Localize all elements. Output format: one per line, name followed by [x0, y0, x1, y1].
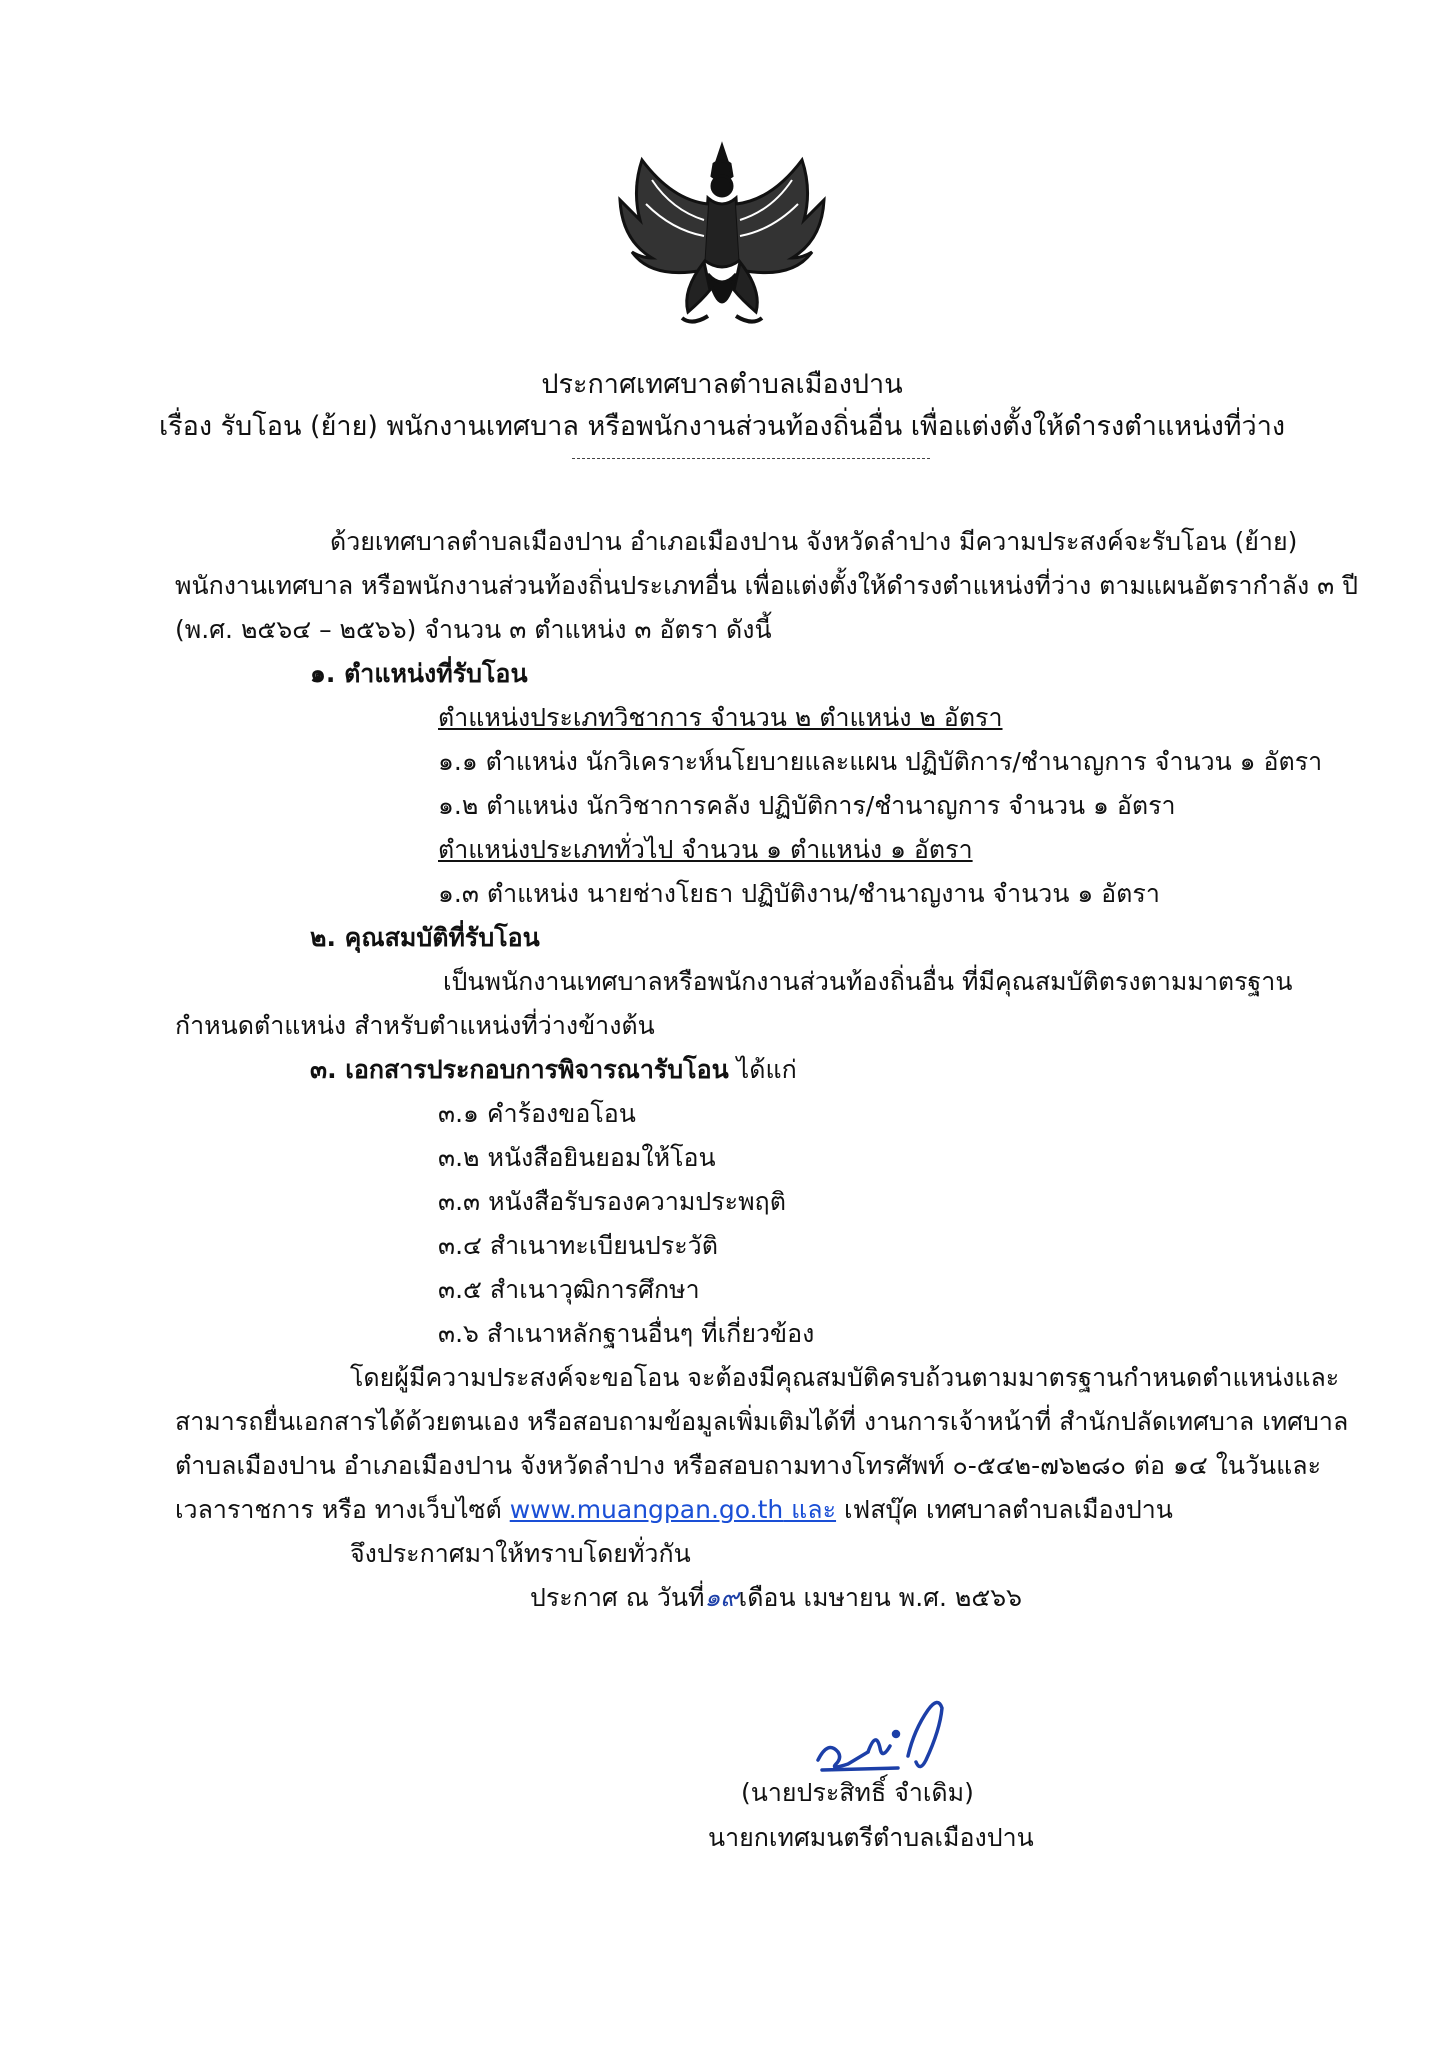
closing-line-2: สามารถยื่นเอกสารได้ด้วยตนเอง หรือสอบถามข้อมูลเพิ่มเติมได้ที่ งานการเจ้าหน้าที่ สำนักปลัดเทศบาล เทศบาล — [175, 1407, 1349, 1436]
section1-group1-heading: ตำแหน่งประเภทวิชาการ จำนวน ๒ ตำแหน่ง ๒ อัตรา — [438, 703, 1003, 732]
section3-item: ๓.๔ สำเนาทะเบียนประวัติ — [438, 1231, 718, 1260]
section2-heading: ๒. คุณสมบัติที่รับโอน — [310, 923, 540, 952]
date-prefix: ประกาศ ณ วันที่ — [530, 1583, 705, 1612]
section1-heading: ๑. ตำแหน่งที่รับโอน — [310, 659, 528, 688]
section1-item-1-1: ๑.๑ ตำแหน่ง นักวิเคราะห์นโยบายและแผน ปฏิบัติการ/ชำนาญการ จำนวน ๑ อัตรา — [438, 747, 1323, 776]
section3-heading-row — [175, 1048, 1375, 1092]
date-day: ๑๙ — [704, 1583, 739, 1612]
section3-item: ๓.๑ คำร้องขอโอน — [438, 1099, 636, 1128]
closing-line-4 — [175, 1488, 1375, 1532]
section3-item: ๓.๒ หนังสือยินยอมให้โอน — [438, 1143, 716, 1172]
website-link[interactable]: www.muangpan.go.th — [509, 1495, 784, 1524]
section3-heading: ๓. เอกสารประกอบการพิจารณารับโอน — [310, 1055, 729, 1084]
closing-line-5: จึงประกาศมาให้ทราบโดยทั่วกัน — [350, 1539, 691, 1568]
date-suffix: เดือน เมษายน พ.ศ. ๒๕๖๖ — [738, 1583, 1023, 1612]
intro-line-2: พนักงานเทศบาล หรือพนักงานส่วนท้องถิ่นประเภทอื่น เพื่อแต่งตั้งให้ดำรงตำแหน่งที่ว่าง ตามแผนอัตรากำลัง ๓ ปี — [175, 571, 1359, 600]
signer-position: นายกเทศมนตรีตำบลเมืองปาน — [708, 1823, 1034, 1852]
section1-item-1-2: ๑.๒ ตำแหน่ง นักวิชาการคลัง ปฏิบัติการ/ชำนาญการ จำนวน ๑ อัตรา — [438, 791, 1176, 820]
title-separator — [572, 458, 930, 459]
signer-name: (นายประสิทธิ์ จำเดิม) — [741, 1778, 974, 1807]
garuda-emblem-icon — [612, 140, 832, 340]
announcement-subject: เรื่อง รับโอน (ย้าย) พนักงานเทศบาล หรือพนักงานส่วนท้องถิ่นอื่น เพื่อแต่งตั้งให้ดำรงตำแหน่งที่ว่าง — [158, 411, 1286, 442]
section3-heading-suffix: ได้แก่ — [728, 1055, 797, 1084]
closing-line-3: ตำบลเมืองปาน อำเภอเมืองปาน จังหวัดลำปาง หรือสอบถามทางโทรศัพท์ ๐-๕๔๒-๗๖๒๘๐ ต่อ ๑๔ ในวันและ — [175, 1451, 1321, 1480]
announcement-body — [175, 520, 1375, 1620]
section3-item: ๓.๓ หนังสือรับรองความประพฤติ — [438, 1187, 786, 1216]
closing-line-1: โดยผู้มีความประสงค์จะขอโอน จะต้องมีคุณสมบัติครบถ้วนตามมาตรฐานกำหนดตำแหน่งและ — [350, 1363, 1340, 1392]
intro-line-1: ด้วยเทศบาลตำบลเมืองปาน อำเภอเมืองปาน จังหวัดลำปาง มีความประสงค์จะรับโอน (ย้าย) — [330, 527, 1298, 556]
announcement-date — [175, 1576, 1375, 1620]
website-link-and: และ — [783, 1495, 837, 1524]
section2-line-2: กำหนดตำแหน่ง สำหรับตำแหน่งที่ว่างข้างต้น — [175, 1011, 655, 1040]
announcement-title: ประกาศเทศบาลตำบลเมืองปาน — [541, 369, 903, 400]
section1-item-1-3: ๑.๓ ตำแหน่ง นายช่างโยธา ปฏิบัติงาน/ชำนาญงาน จำนวน ๑ อัตรา — [438, 879, 1160, 908]
section1-group2-heading: ตำแหน่งประเภททั่วไป จำนวน ๑ ตำแหน่ง ๑ อัตรา — [438, 835, 973, 864]
closing-line-4-prefix: เวลาราชการ หรือ ทางเว็บไซต์ — [175, 1495, 510, 1524]
section3-item: ๓.๕ สำเนาวุฒิการศึกษา — [438, 1275, 700, 1304]
intro-line-3: (พ.ศ. ๒๕๖๔ – ๒๕๖๖) จำนวน ๓ ตำแหน่ง ๓ อัตรา ดังนี้ — [175, 615, 772, 644]
section2-line-1: เป็นพนักงานเทศบาลหรือพนักงานส่วนท้องถิ่นอื่น ที่มีคุณสมบัติตรงตามมาตรฐาน — [443, 967, 1293, 996]
section3-item: ๓.๖ สำเนาหลักฐานอื่นๆ ที่เกี่ยวข้อง — [438, 1319, 815, 1348]
closing-line-4-suffix: เฟสบุ๊ค เทศบาลตำบลเมืองปาน — [836, 1495, 1173, 1524]
